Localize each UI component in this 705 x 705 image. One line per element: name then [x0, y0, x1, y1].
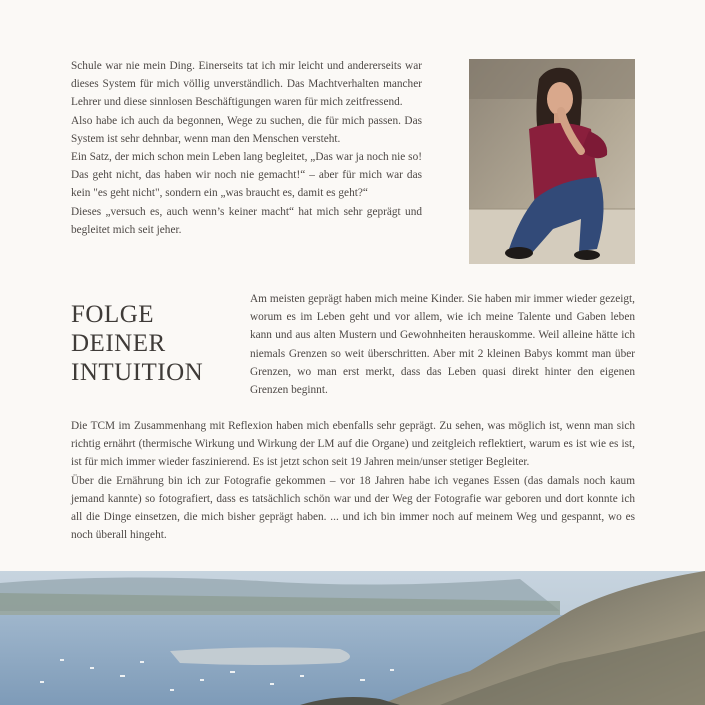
tcm-paragraph-2: Über die Ernährung bin ich zur Fotografie gekommen – vor 18 Jahren habe ich veganes Essen (das damals noch kaum jemand kannte) so fotografiert, dass es tatsächlich schön war und der Weg der Fotografie war geboren und dort konnte ich all die Dinge einsetzen, die mich bisher geprägt haben. ... und ich bin immer noch auf meinem Weg und gespannt, wo es noch überall hingeht. [71, 474, 635, 542]
intro-paragraph-3: Ein Satz, der mich schon mein Leben lang begleitet, „Das war ja noch nie so! Das geht nicht, das haben wir noch nie gemacht!“ – aber für mich war das kein "es geht nicht", sondern ein „was braucht es, damit es geht?“ [71, 151, 422, 200]
intro-paragraph-2: Also habe ich auch da begonnen, Wege zu suchen, die für mich passen. Das System ist sehr dehnbar, wenn man den Menschen versteht. [71, 114, 422, 145]
page-headline [71, 300, 203, 387]
intro-paragraph-4: Dieses „versuch es, auch wenn’s keiner macht“ hat mich sehr geprägt und begleitet mich seit jeher. [71, 205, 422, 236]
intro-paragraph-1: Schule war nie mein Ding. Einerseits tat ich mir leicht und andererseits war dieses System für mich völlig unverständlich. Das Machtverhalten mancher Lehrer und diese sinnlosen Beschäftigungen waren für mich zeitfressend. [71, 60, 422, 109]
kids-paragraph: Am meisten geprägt haben mich meine Kinder. Sie haben mir immer wieder gezeigt, worum es im Leben geht und vor allem, wie ich meine Talente und Gaben leben kann und aus alten Mustern und Gewohnheiten herauskomme. Weil alleine hätte ich niemals Grenzen so weit überschritten. Aber mit 2 kleinen Babys kommt man über Grenzen, wo man erst merkt, dass das Leben quasi direkt hinter den eigenen Grenzen beginnt. [250, 293, 635, 397]
headline-line-2: DEINER [71, 330, 166, 357]
tcm-paragraph-1: Die TCM im Zusammenhang mit Reflexion haben mich ebenfalls sehr geprägt. Zu sehen, was möglich ist, wenn man sich richtig ernährt (thermische Wirkung und Wirkung der LM auf die Organe) und zeitgleich reflektiert, warum es ist wie es ist, ist für mich immer wieder faszinierend. Es ist jetzt schon seit 19 Jahren mein/unser stetiger Begleiter. [71, 420, 635, 469]
coastal-landscape-photo [0, 571, 705, 705]
tcm-text-block [71, 417, 635, 544]
portrait-photo [469, 59, 635, 264]
headline-line-1: FOLGE [71, 301, 155, 328]
headline-line-3: INTUITION [71, 359, 204, 386]
intro-text-block [71, 57, 422, 239]
